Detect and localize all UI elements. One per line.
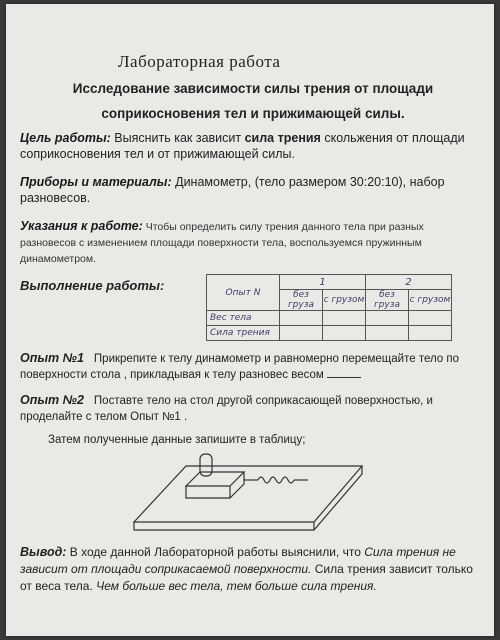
table-cell (323, 311, 366, 326)
weight-blank-line (327, 377, 361, 378)
experiment-2 (20, 392, 482, 425)
table-group-1: 1 (280, 275, 366, 290)
goal-label: Цель работы: (20, 131, 111, 145)
then-instruction: Затем полученные данные запишите в таблицу; (48, 434, 306, 446)
subtitle-line-1: Исследование зависимости силы трения от площади (72, 81, 434, 96)
results-table (206, 274, 452, 341)
experiment-1 (20, 350, 482, 383)
table-sub-2: с грузом (323, 290, 366, 311)
table-cell (280, 311, 323, 326)
conclusion-text-1: В ходе данной Лабораторной работы выяснили, что (66, 545, 365, 559)
goal-paragraph (20, 130, 480, 162)
experiment-1-label: Опыт №1 (20, 351, 84, 365)
table-cell (323, 326, 366, 341)
subtitle-line-2: соприкосновения тел и прижимающей силы. (101, 106, 405, 121)
experiment-2-text: Поставте тело на стол другой соприкасающей поверхностью, и проделайте с телом Опыт №1 . (20, 395, 433, 423)
goal-text-after: скольжения от площади соприкосновения тел и от прижимающей силы. (20, 131, 465, 161)
conclusion (20, 544, 480, 595)
instructions-paragraph (20, 218, 480, 266)
goal-text-before: Выяснить как зависит (110, 131, 245, 145)
table-cell (366, 311, 409, 326)
equipment-label: Приборы и материалы: (20, 175, 172, 189)
weight-cylinder (200, 454, 212, 476)
table-row-weight: Вес тела (207, 311, 280, 326)
table-corner-cell: Опыт N (207, 275, 280, 311)
wooden-block (186, 472, 244, 498)
table-row-friction: Сила трения (207, 326, 280, 341)
table-group-2: 2 (366, 275, 452, 290)
conclusion-text-2: Сила трения не зависит от площади соприкасаемой поверхности. (20, 545, 456, 576)
table-cell (409, 326, 452, 341)
conclusion-text-3: Сила трения зависит только от веса тела. (20, 562, 473, 593)
table-cell (409, 311, 452, 326)
conclusion-label: Вывод: (20, 545, 67, 559)
table-sub-1: без груза (280, 290, 323, 311)
experiment-1-text: Прикрепите к телу динамометр и равномерно перемещайте тело по поверхности стола , прикладывая к телу разновес весом (20, 353, 460, 381)
table-sub-3: без груза (366, 290, 409, 311)
table-cell (366, 326, 409, 341)
experiment-2-label: Опыт №2 (20, 393, 84, 407)
goal-text-bold: сила трения (244, 131, 321, 145)
instructions-text: Чтобы определить силу трения данного тела при разных разновесов с изменением площади поверхности тела, воспользуемся пружинным динамометром. (20, 221, 424, 265)
apparatus-drawing (126, 450, 386, 540)
table-cell (280, 326, 323, 341)
subtitle (28, 76, 478, 126)
conclusion-text-4: Чем больше вес тела, тем больше сила трения. (96, 579, 377, 593)
instructions-label: Указания к работе: (20, 219, 143, 233)
table-sub-4: с грузом (409, 290, 452, 311)
execution-label: Выполнение работы: (20, 278, 165, 293)
equipment-text: Динамометр, (тело размером 30:20:10), набор разновесов. (20, 175, 445, 205)
equipment-paragraph (20, 174, 480, 206)
page-title: Лабораторная работа (118, 52, 281, 71)
worksheet-page (6, 4, 494, 636)
dynamometer-spring (258, 477, 294, 483)
